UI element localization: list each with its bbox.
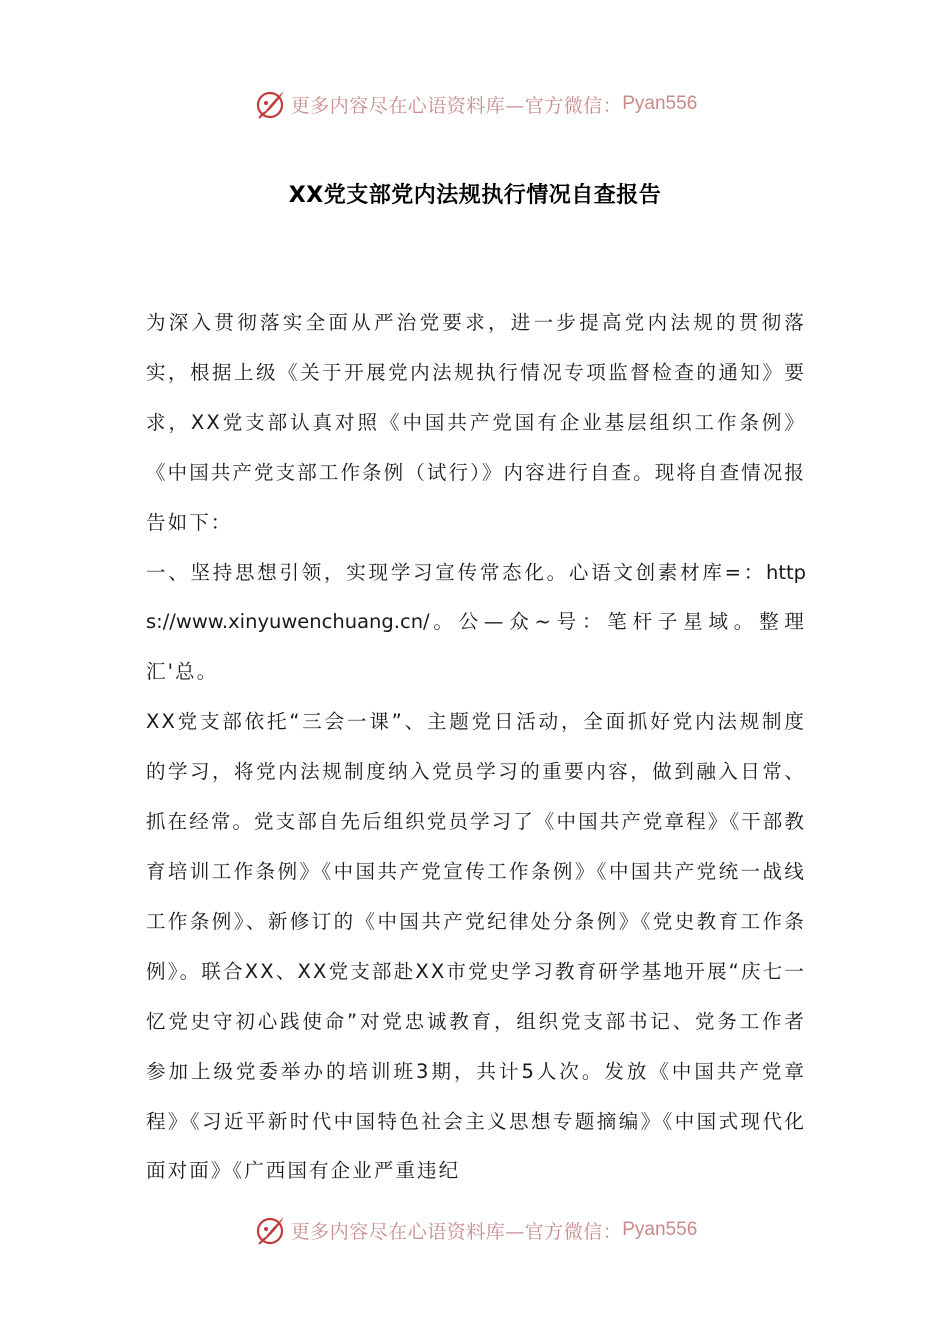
document-body [146,298,806,1196]
document-title: XX党支部党内法规执行情况自查报告 [288,183,662,208]
intro-paragraph: 为深入贯彻落实全面从严治党要求，进一步提高党内法规的贯彻落实，根据上级《关于开展党内法规执行情况专项监督检查的通知》要求，XX党支部认真对照《中国共产党国有企业基层组织工作条例》《中国共产党支部工作条例（试行）》内容进行自查。现将自查情况报告如下： [146,311,806,534]
quill-logo-icon [253,87,287,121]
banner-wechat-id: Pyan556 [622,93,698,114]
quill-logo-icon [253,1213,287,1247]
body-paragraph: XX党支部依托“三会一课”、主题党日活动，全面抓好党内法规制度的学习，将党内法规制度纳入党员学习的重要内容，做到融入日常、抓在经常。党支部自先后组织党员学习了《中国共产党章程》《干部教育培训工作条例》《中国共产党宣传工作条例》《中国共产党统一战线工作条例》、新修订的《中国共产党纪律处分条例》《党史教育工作条例》。联合XX、XX党支部赴XX市党史学习教育研学基地开展“庆七一忆党史守初心践使命”对党忠诚教育，组织党支部书记、党务工作者参加上级党委举办的培训班3期，共计5人次。发放《中国共产党章程》《习近平新时代中国特色社会主义思想专题摘编》《中国式现代化面对面》《广西国有企业严重违纪 [146,710,806,1183]
section-heading [146,548,806,698]
header-watermark-banner [0,84,950,124]
banner-wechat-id: Pyan556 [622,1219,698,1240]
source-note: 。公—众~号：笔杆子星域。整理汇'总。 [146,610,806,684]
banner-text: 更多内容尽在心语资料库—官方微信： [290,1220,623,1243]
section-heading-text: 一、坚持思想引领，实现学习宣传常态化。心语文创素材库=： [146,560,766,584]
source-url: https://www.xinyuwenchuang.cn/ [146,560,806,634]
banner-text: 更多内容尽在心语资料库—官方微信： [290,94,623,117]
footer-watermark-banner [0,1210,950,1250]
